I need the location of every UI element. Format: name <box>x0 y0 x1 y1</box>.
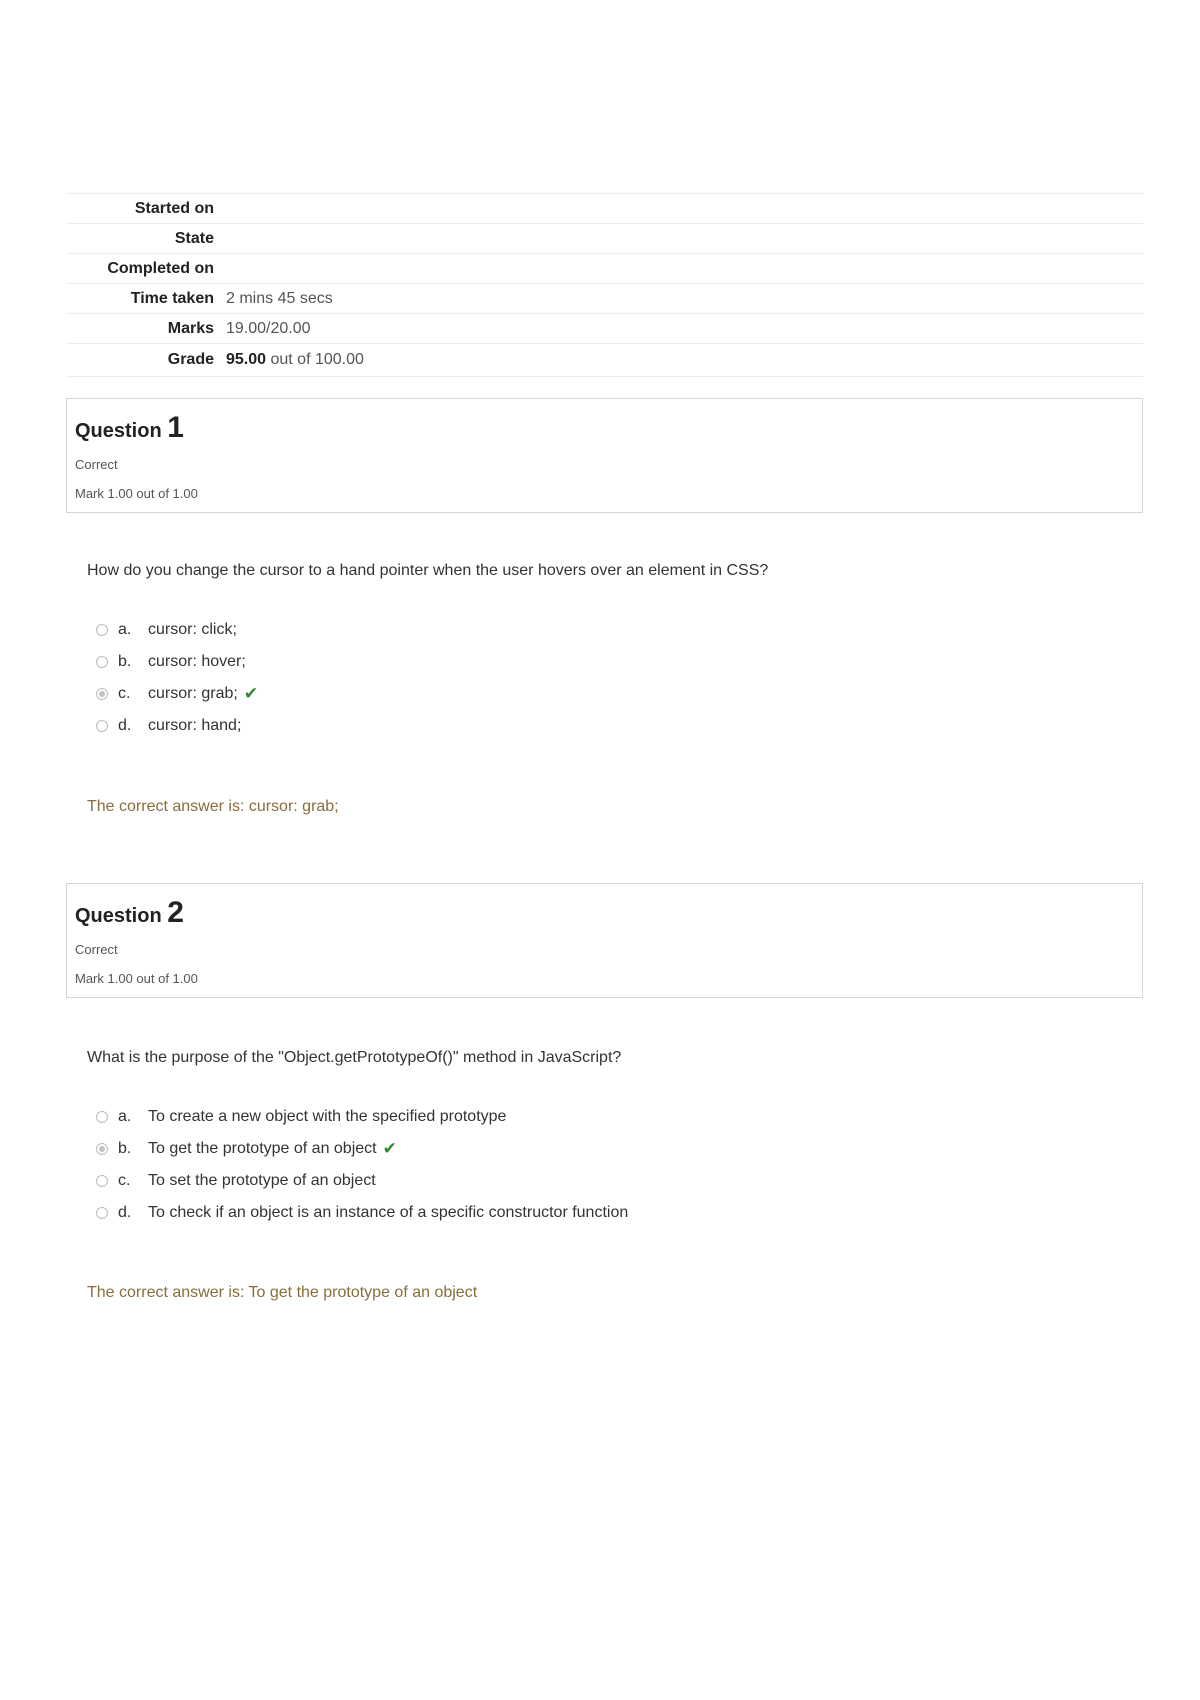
answer-option[interactable] <box>96 646 258 678</box>
question-text: What is the purpose of the "Object.getPrototypeOf()" method in JavaScript? <box>87 1049 622 1066</box>
check-icon: ✔ <box>382 1139 397 1158</box>
correct-answer-feedback: The correct answer is: To get the prototype of an object <box>87 1284 478 1301</box>
option-letter: c. <box>118 685 131 702</box>
summary-row-marks <box>66 313 1143 343</box>
option-text: cursor: click; <box>148 621 237 638</box>
question-mark: Mark 1.00 out of 1.00 <box>75 486 198 501</box>
radio-button-checked[interactable] <box>96 688 108 700</box>
option-letter: c. <box>118 1172 131 1189</box>
summary-row-completed-on <box>66 253 1143 283</box>
question-number: 2 <box>167 896 184 929</box>
question-state: Correct <box>75 457 118 472</box>
summary-label: State <box>174 229 214 247</box>
check-icon: ✔ <box>243 684 259 703</box>
radio-button[interactable] <box>96 656 108 668</box>
radio-button-checked[interactable] <box>96 1143 108 1155</box>
answer-option[interactable] <box>96 1165 628 1197</box>
question-info-box <box>66 398 1143 513</box>
attempt-summary <box>66 193 1143 377</box>
summary-value <box>226 351 364 369</box>
answer-options <box>96 1101 628 1229</box>
question-title <box>75 896 1134 930</box>
option-letter: b. <box>118 1140 132 1157</box>
radio-button[interactable] <box>96 1175 108 1187</box>
question-title-prefix: Question <box>75 420 162 442</box>
summary-label: Grade <box>167 351 214 368</box>
question-text: How do you change the cursor to a hand pointer when the user hovers over an element in CSS? <box>87 562 769 579</box>
option-text: To create a new object with the specified prototype <box>148 1108 507 1125</box>
summary-label: Time taken <box>130 289 214 307</box>
summary-label: Started on <box>134 199 214 217</box>
option-letter: a. <box>118 621 132 638</box>
option-letter: d. <box>118 717 132 734</box>
answer-option-selected[interactable] <box>96 1133 628 1165</box>
summary-row-state <box>66 223 1143 253</box>
radio-button[interactable] <box>96 1111 108 1123</box>
answer-option[interactable] <box>96 1197 628 1229</box>
answer-option-selected[interactable] <box>96 678 258 710</box>
option-text: cursor: hand; <box>148 717 242 734</box>
option-text: cursor: hover; <box>148 653 246 670</box>
question-title <box>75 411 1134 445</box>
question-number: 1 <box>167 411 184 444</box>
answer-option[interactable] <box>96 614 258 646</box>
summary-label: Marks <box>167 319 214 337</box>
option-text: To set the prototype of an object <box>148 1172 376 1189</box>
grade-out-of: out of 100.00 <box>266 351 364 368</box>
option-text: To get the prototype of an object <box>148 1140 377 1157</box>
correct-answer-feedback: The correct answer is: cursor: grab; <box>87 798 339 815</box>
option-text: To check if an object is an instance of a specific constructor function <box>148 1204 629 1221</box>
option-letter: d. <box>118 1204 132 1221</box>
question-info-box <box>66 883 1143 998</box>
option-text: cursor: grab; <box>148 685 238 702</box>
summary-row-started-on <box>66 193 1143 223</box>
grade-value: 95.00 <box>226 351 267 368</box>
summary-value: 2 mins 45 secs <box>226 289 333 307</box>
option-letter: b. <box>118 653 132 670</box>
radio-button[interactable] <box>96 720 108 732</box>
question-mark: Mark 1.00 out of 1.00 <box>75 971 198 986</box>
answer-option[interactable] <box>96 710 258 742</box>
question-state: Correct <box>75 942 118 957</box>
radio-button[interactable] <box>96 1207 108 1219</box>
radio-button[interactable] <box>96 624 108 636</box>
summary-row-time-taken <box>66 283 1143 313</box>
answer-options <box>96 614 258 742</box>
summary-label: Completed on <box>107 259 214 277</box>
option-letter: a. <box>118 1108 132 1125</box>
question-title-prefix: Question <box>75 905 162 927</box>
summary-row-grade <box>66 343 1143 377</box>
summary-value: 19.00/20.00 <box>226 319 311 337</box>
answer-option[interactable] <box>96 1101 628 1133</box>
